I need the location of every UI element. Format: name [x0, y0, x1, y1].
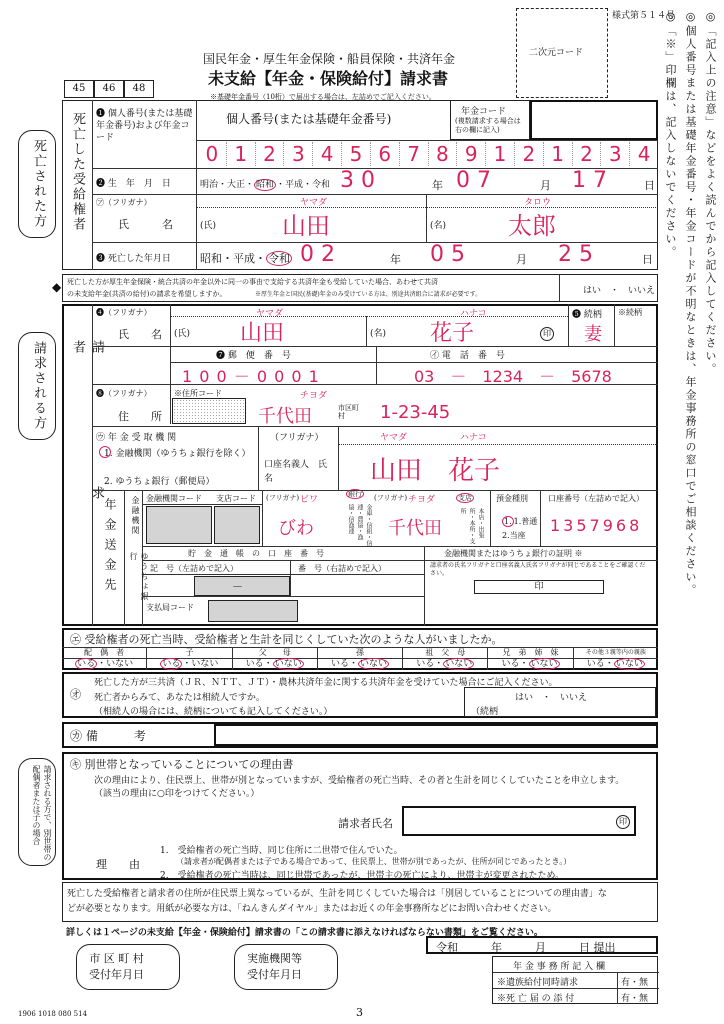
account-number[interactable]: 1357968: [550, 516, 643, 535]
claimant-first-name[interactable]: 花子: [430, 321, 475, 346]
id-digit-cell[interactable]: 2: [514, 142, 543, 166]
family-cell[interactable]: [232, 648, 317, 670]
death-label: ❸ 死亡した年月日: [96, 254, 171, 264]
option-yucho[interactable]: 2. ゆうちょ銀行（郵便局）: [104, 477, 215, 487]
qr-code-box: [516, 8, 608, 98]
remarks-input[interactable]: [214, 724, 658, 746]
birth-label: ❷ 生 年 月 日: [96, 179, 171, 189]
city-receipt-stamp: 市 区 町 村 受付年月日: [76, 944, 180, 990]
family-option[interactable]: いる・ いない: [416, 659, 473, 669]
reason-2[interactable]: 2. 受給権者の死亡当時は、同じ世帯であったが、世帯主の死亡により、世帯主が変更されたため。: [160, 871, 565, 881]
id-digit-cell[interactable]: 1: [485, 142, 514, 166]
qr-label: 二次元コード: [529, 48, 584, 58]
detail-note: 詳しくは１ページの未支給【年金・保険給付】請求書の「この請求書に添えなければならない書類」をご覧ください。: [66, 928, 543, 938]
pension-code-input[interactable]: [530, 100, 658, 140]
reason-1[interactable]: 1. 受給権者の死亡当時、同じ住所に二世帯で住んでいた。: [160, 846, 403, 856]
address-furigana[interactable]: チヨダ: [300, 391, 328, 401]
birth-year[interactable]: 3 0: [340, 168, 375, 193]
form-code: 1906 1018 080 514: [18, 1010, 88, 1018]
claimant-furigana-last[interactable]: ヤマダ: [256, 309, 284, 319]
address-code-box: [172, 398, 246, 424]
bank-code-box: [146, 506, 212, 544]
phone-label: ㋑ 電 話 番 号: [430, 351, 505, 361]
relation-label: ❺ 続柄: [572, 310, 602, 320]
post-code-box: [208, 600, 298, 622]
id-number-digits[interactable]: [198, 142, 658, 166]
id-digit-cell[interactable]: 1: [543, 142, 572, 166]
id-header: 個人番号(または基礎年金番号): [226, 112, 392, 126]
page-number: 3: [356, 1006, 363, 1019]
claimant-last-name[interactable]: 山田: [240, 321, 285, 346]
postal-label: ❼ 郵 便 番 号: [216, 351, 291, 361]
family-cell[interactable]: [573, 648, 658, 670]
deceased-last-name[interactable]: 山田: [282, 212, 330, 240]
name-label: 氏 名: [118, 218, 173, 231]
signature-input[interactable]: 印: [402, 806, 636, 836]
code-box: 48: [124, 80, 154, 98]
bank-name[interactable]: びわ: [278, 518, 314, 539]
mutual-aid-yes-no[interactable]: はい ・ いいえ: [583, 286, 656, 296]
id-digit-cell[interactable]: 4: [629, 142, 658, 166]
deceased-section-tag: 死亡された方: [18, 130, 56, 238]
birth-eras[interactable]: 明治・大正・ 昭和 ・平成・令和: [200, 180, 331, 190]
id-digit-cell[interactable]: 2: [572, 142, 601, 166]
death-day[interactable]: 2 5: [558, 242, 593, 267]
option-bank[interactable]: 1. 金融機関（ゆうちょ銀行を除く）: [104, 449, 251, 459]
family-cell[interactable]: [402, 648, 487, 670]
certify-stamp: 印: [474, 580, 604, 594]
claimant-furigana-first[interactable]: ハナコ: [460, 309, 487, 319]
office-entry-box: 年 金 事 務 所 記 入 欄 ※遺族給付同時請求 有・無 ※死 亡 届 の 添 付 有・無: [492, 956, 658, 1004]
furigana-label: ㋐（フリガナ）: [96, 198, 152, 207]
receiving-label: ㋒ 年 金 受 取 機 関: [96, 433, 177, 443]
deposit-ordinary[interactable]: 1. 1.普通: [504, 517, 538, 526]
family-question: ㋓ 受給権者の死亡当時、受給権者と生計を同じくしていた次のような人がいましたか。: [70, 633, 503, 646]
phone-number[interactable]: 03 － 1234 － 5678: [414, 367, 612, 386]
claimant-section-tag: 請求される方: [18, 332, 56, 440]
heir-answer: はい ・ いいえ （続柄: [464, 687, 656, 717]
id-label: ❶ 個人番号(または基礎年金番号)および年金コード: [96, 109, 193, 143]
side-notes: ◎「記入上の注意」などをよく読んでから記入してください。 ◎個人番号または基礎年金番号・年金コードが不明なときは、年金事務所の窓口でご相談ください。 ◎「※」印欄は、記入しないでください。: [664, 10, 717, 597]
death-eras[interactable]: 昭和・平成・ 令和: [200, 252, 290, 265]
id-digit-cell[interactable]: 3: [600, 142, 629, 166]
family-cell[interactable]: [146, 648, 231, 670]
form-number: 様式第５１４号: [612, 11, 676, 21]
footer-note-box: 死亡した受給権者と請求者の住所が住民票上異なっているが、生計を同じくしていた場合は「別居していることについての理由書」な どが必要となります。用紙が必要な方は、「ねんきんダイヤル」またはお近くの年金事務所などにお問い合わせください。: [62, 882, 658, 922]
holder-name[interactable]: 山田 花子: [370, 456, 501, 486]
bank-type: 銀行: [348, 490, 362, 498]
code-box: 46: [94, 80, 124, 98]
form-title: 未支給【年金・保険給付】請求書: [208, 69, 449, 88]
branch-name[interactable]: 千代田: [388, 518, 442, 539]
id-digit-cell[interactable]: 4: [312, 142, 341, 166]
id-digit-cell[interactable]: 6: [370, 142, 399, 166]
option-selected-ring: [99, 446, 111, 458]
birth-month[interactable]: 0 7: [456, 168, 491, 193]
id-digit-cell[interactable]: 8: [428, 142, 457, 166]
mutual-aid-row: 死亡した方が厚生年金保険・統合共済の年金以外に同一の事由で支給する共済年金も受給していた場合、あわせて共済 の未支給年金(共済の給付)の請求を希望しますか。 ※厚生年金と国民(基礎)年金のみ受けている方は、別途共済組合に請求が必要です。 はい ・ いいえ: [62, 274, 658, 302]
id-digit-cell[interactable]: 1: [226, 142, 255, 166]
family-header: その他３親等内の親族: [574, 648, 658, 659]
family-option[interactable]: いる・ いない: [586, 659, 643, 669]
family-option[interactable]: いる ・いない: [162, 659, 219, 669]
id-digit-cell[interactable]: 3: [283, 142, 312, 166]
code-box: 45: [64, 80, 94, 98]
birth-day[interactable]: 1 7: [572, 168, 607, 193]
seal-mark: 印: [540, 327, 554, 341]
address-city[interactable]: 千代田: [258, 406, 312, 427]
office-receipt-stamp: 実施機関等 受付年月日: [234, 944, 338, 990]
death-month[interactable]: 0 5: [430, 242, 465, 267]
pension-code-cell: 年金コード (複数請求する場合は右の欄に記入): [450, 100, 530, 140]
furigana-last[interactable]: ヤマダ: [300, 198, 328, 208]
address-rest[interactable]: 1-23-45: [380, 402, 451, 423]
id-digit-cell[interactable]: 2: [255, 142, 284, 166]
family-grid: [62, 648, 658, 670]
family-header: 子: [147, 648, 231, 659]
family-option[interactable]: いる ・いない: [77, 659, 134, 669]
family-header: 孫: [318, 648, 402, 659]
deposit-current[interactable]: 2.当座: [502, 531, 526, 540]
family-option[interactable]: いる・ いない: [330, 659, 387, 669]
separate-section-tag: 請求される方で、別世帯の配偶者または子の場合: [18, 758, 56, 866]
postal-code[interactable]: 1 0 0 － 0 0 0 1: [182, 367, 320, 386]
family-header: 配 偶 者: [62, 648, 146, 659]
family-cell[interactable]: [317, 648, 402, 670]
deceased-first-name[interactable]: 太郎: [508, 212, 556, 240]
family-header: 祖 父 母: [403, 648, 487, 659]
relation-value[interactable]: 妻: [584, 324, 602, 345]
pension-number-note: ※基礎年金番号（10桁）で届出する場合は、左詰めでご記入ください。: [210, 93, 436, 101]
deceased-group-label: 死亡した受給権者: [70, 112, 85, 232]
family-cell[interactable]: [62, 648, 146, 670]
remit-group-label: 年金送金先: [103, 498, 117, 598]
family-header: 父 母: [233, 648, 317, 659]
claimant-group-label: 請 求 者: [70, 340, 104, 632]
family-header: 兄 弟 姉 妹: [488, 648, 572, 659]
family-option[interactable]: いる・ いない: [245, 659, 302, 669]
id-digit-cell[interactable]: 0: [205, 142, 219, 166]
family-option[interactable]: いる・ いない: [501, 659, 558, 669]
furigana-first[interactable]: タロウ: [524, 198, 552, 208]
diamond-icon: ◆: [52, 280, 62, 294]
branch-code-box: [214, 506, 260, 544]
form-subtitle: 国民年金・厚生年金保険・船員保険・共済年金: [203, 52, 456, 66]
id-digit-cell[interactable]: 7: [399, 142, 428, 166]
id-digit-cell[interactable]: 9: [456, 142, 485, 166]
death-year[interactable]: 0 2: [300, 242, 335, 267]
id-digit-cell[interactable]: 5: [341, 142, 370, 166]
submit-date[interactable]: 令和 年 月 日 提出: [426, 936, 658, 954]
family-cell[interactable]: [487, 648, 572, 670]
